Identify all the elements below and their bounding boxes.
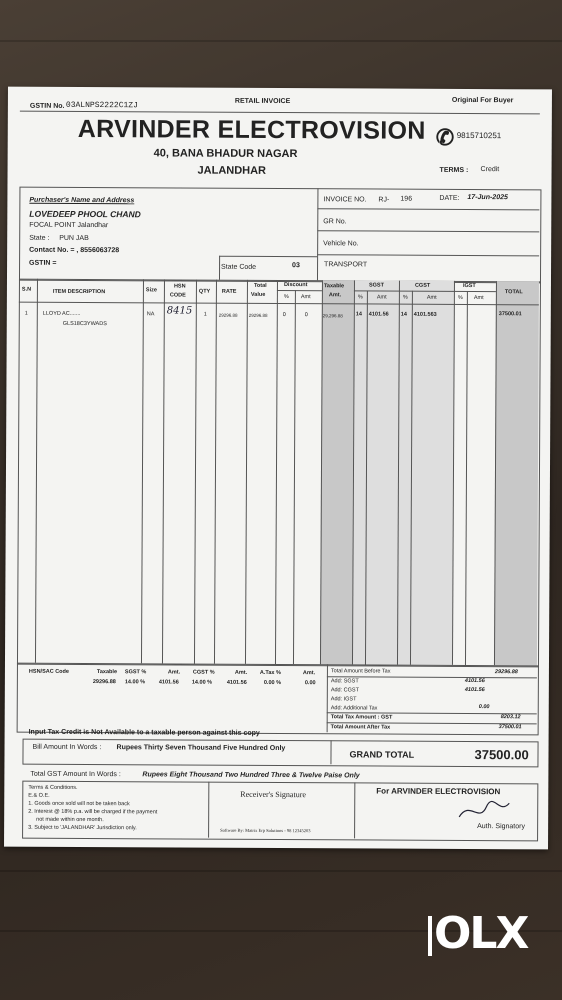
purchaser-name: LOVEDEEP PHOOL CHAND <box>29 208 141 220</box>
amount-words-box <box>22 739 538 768</box>
summary-h-sgst: SGST % <box>124 669 147 676</box>
transport-label: TRANSPORT <box>324 261 368 269</box>
purchaser-gstin: GSTIN = <box>29 259 57 267</box>
terms-label: TERMS : <box>439 166 469 174</box>
col-size: Size <box>145 287 157 294</box>
add-sgst-value: 4101.56 <box>464 677 485 685</box>
terms-2: 2. Interest @ 18% p.a. will be charged if the payment <box>28 808 158 816</box>
state-code-label: State Code <box>221 263 257 271</box>
company-name: ARVINDER ELECTROVISION <box>77 114 426 145</box>
col-sgst: SGST <box>368 282 384 289</box>
purchaser-address: FOCAL POINT Jalandhar <box>29 221 109 230</box>
col-grand-total: TOTAL <box>504 289 523 296</box>
terms-2b: not made within one month. <box>36 816 104 824</box>
invoice-date-value: 17-Jun-2025 <box>467 193 508 202</box>
total-after-tax-value: 37500.01 <box>498 724 522 731</box>
row-rate: 29296.88 <box>218 312 238 318</box>
summary-h-amt1: Amt. <box>167 669 181 676</box>
add-cgst-value: 4101.56 <box>464 686 485 694</box>
total-tax-label: Total Tax Amount : GST <box>330 714 393 721</box>
purchaser-heading: Purchaser's Name and Address <box>29 196 135 205</box>
grand-total-value: 37500.00 <box>474 747 529 763</box>
col-sgst-amt: Amt <box>376 294 387 301</box>
col-taxable: Taxable <box>323 283 345 290</box>
add-sgst-label: Add: SGST <box>330 678 359 685</box>
row-model: GLS18C3YWADS <box>62 320 107 328</box>
summary-h-cgst: CGST % <box>192 669 215 676</box>
summary-h-amt3: Amt. <box>302 670 316 677</box>
total-shade <box>494 281 539 665</box>
wood-grain <box>0 870 562 872</box>
company-address-line2: JALANDHAR <box>197 164 267 177</box>
summary-h-taxable: Taxable <box>96 669 118 676</box>
row-discount-amt: 0 <box>304 312 308 319</box>
total-before-tax-label: Total Amount Before Tax <box>330 668 391 675</box>
row-cgst-pct: 14 <box>400 311 407 318</box>
total-after-tax-label: Total Amount After Tax <box>330 724 391 731</box>
col-description: ITEM DESCRIPTION <box>52 288 106 296</box>
row-sgst-pct: 14 <box>355 311 362 318</box>
row-size: NA <box>146 311 155 318</box>
retail-invoice-label: RETAIL INVOICE <box>234 97 291 106</box>
col-igst: IGST <box>462 282 476 290</box>
summary-h-amt2: Amt. <box>234 669 248 676</box>
terms-value: Credit <box>480 166 500 174</box>
row-description: LLOYD AC....... <box>42 310 81 317</box>
wood-grain <box>0 40 562 42</box>
gst-words-label: Total GST Amount In Words : <box>30 770 121 779</box>
col-cgst-amt: Amt <box>426 294 437 301</box>
summary-h-hsn: HSN/SAC Code <box>28 668 69 675</box>
col-rate: RATE <box>221 288 237 295</box>
items-table <box>17 279 541 668</box>
col-total-value: Value <box>250 291 266 298</box>
grand-total-label: GRAND TOTAL <box>349 749 415 760</box>
row-sn: 1 <box>24 310 28 317</box>
taxable-shade <box>320 280 354 664</box>
col-igst-pct: % <box>457 294 463 301</box>
terms-title: Terms & Conditions. <box>28 784 78 791</box>
summary-h-atax: A.Tax % <box>259 669 281 677</box>
receiver-signature-label: Receiver's Signature <box>240 789 306 800</box>
itc-note: Input Tax Credit is Not Available to a taxable person against this copy <box>28 728 260 737</box>
terms-eoe: E.& O.E. <box>28 792 50 799</box>
col-cgst: CGST <box>414 282 431 289</box>
bill-words-value: Rupees Thirty Seven Thousand Five Hundred Only <box>116 744 286 753</box>
vehicle-no-label: Vehicle No. <box>323 240 359 248</box>
gst-words-value: Rupees Eight Thousand Two Hundred Three & Twelve Paise Only <box>142 771 360 780</box>
col-sgst-pct: % <box>357 294 363 301</box>
col-sn: S.N <box>21 286 32 293</box>
row-grand-total: 37500.01 <box>498 311 522 318</box>
amount-words-divider <box>330 740 331 764</box>
row-qty: 1 <box>203 311 207 318</box>
col-hsn: HSN <box>173 283 186 290</box>
auth-signatory-label: Auth. Signatory <box>477 823 526 831</box>
phone-icon: ✆ <box>435 124 455 150</box>
olx-watermark <box>428 910 528 960</box>
summary-v-amt1: 4101.56 <box>158 679 179 686</box>
olx-logo-text: OLX <box>434 908 528 959</box>
col-discount-amt: Amt <box>300 294 311 301</box>
add-igst-label: Add: IGST <box>330 696 357 703</box>
add-additional-tax-label: Add: Additional Tax <box>330 705 378 712</box>
purchaser-contact: Contact No. = , 8556063728 <box>29 246 120 255</box>
col-cgst-pct: % <box>402 294 408 301</box>
invoice-no-prefix: RJ- <box>378 196 390 204</box>
terms-3: 3. Subject to 'JALANDHAR' Jurisdiction only. <box>28 824 137 832</box>
purchaser-state-label: State : <box>29 234 50 242</box>
row-discount-pct: 0 <box>282 312 286 319</box>
purchaser-state-value: PUN JAB <box>59 234 89 243</box>
col-total: Total <box>253 282 267 289</box>
row-sgst-amt: 4101.56 <box>368 311 389 318</box>
row-total-value: 29296.88 <box>248 312 268 318</box>
summary-v-sgst: 14.00 % <box>124 679 146 686</box>
col-taxable-amt: Amt. <box>328 292 342 299</box>
add-cgst-label: Add: CGST <box>330 687 359 694</box>
summary-v-atax: 0.00 % <box>263 679 282 687</box>
invoice-date-label: DATE: <box>439 194 460 202</box>
row-cgst-amt: 4101.563 <box>413 311 437 318</box>
row-taxable: 29,296.88 <box>322 313 343 319</box>
summary-v-amt2: 4101.56 <box>226 679 247 686</box>
invoice-no-label: INVOICE NO. <box>323 196 367 204</box>
gstin-label: GSTIN No. <box>29 102 65 110</box>
signature-scribble <box>454 795 514 825</box>
company-address-line1: 40, BANA BHADUR NAGAR <box>153 147 298 161</box>
header-divider <box>20 111 540 115</box>
col-igst-amt: Amt <box>473 295 484 302</box>
company-phone: 9815710251 <box>456 130 502 141</box>
row-hsn: 8415 <box>166 305 193 317</box>
summary-v-amt3: 0.00 <box>304 680 316 687</box>
add-additional-tax-value: 0.00 <box>478 704 490 711</box>
summary-v-taxable: 29296.88 <box>92 679 116 686</box>
gstin-value: 03ALNPS2222C1ZJ <box>65 100 138 111</box>
original-for-buyer: Original For Buyer <box>451 96 514 105</box>
col-qty: QTY <box>198 288 211 295</box>
bill-words-label: Bill Amount In Words : <box>32 743 102 752</box>
gr-no-label: GR No. <box>323 218 347 226</box>
terms-1: 1. Goods once sold will not be taken back <box>28 800 130 808</box>
invoice-no-value: 196 <box>400 195 413 203</box>
subheader-line <box>277 290 322 291</box>
col-discount-pct: % <box>283 294 289 301</box>
for-company-label: For ARVINDER ELECTROVISION <box>376 786 501 797</box>
state-code-value: 03 <box>292 262 300 270</box>
invoice-paper <box>4 87 552 850</box>
total-tax-value: 8203.12 <box>500 714 521 721</box>
total-before-tax-value: 29296.88 <box>494 669 518 676</box>
col-discount: Discount <box>283 282 308 289</box>
summary-v-cgst: 14.00 % <box>191 679 213 686</box>
software-credit: Software By: Matrix Erp Solutions - 98 12345203 <box>220 827 311 834</box>
col-hsn-code: CODE <box>169 292 186 299</box>
state-code-divider <box>219 256 220 280</box>
